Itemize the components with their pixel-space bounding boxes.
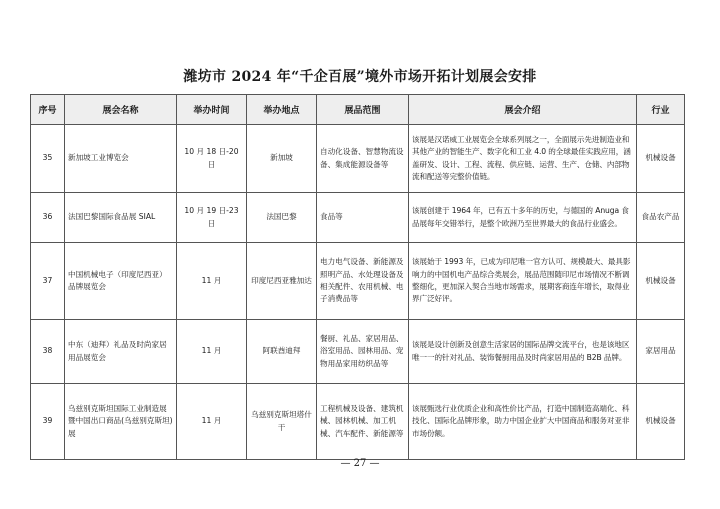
cell-name: 中东（迪拜）礼品及时尚家居用品展览会 [65, 320, 177, 384]
table-row [31, 243, 685, 320]
table-header-row [31, 95, 685, 125]
cell-scope: 电力电气设备、新能源及照明产品、水处理设备及相关配件、农用机械、电子消费品等 [317, 243, 409, 320]
cell-time: 11 月 [177, 243, 247, 320]
cell-intro: 该展是汉诺威工业展览会全球系列展之一，全面展示先进制造业和其他产业的智能生产、数字化和工业 4.0 的全球最佳实践应用，涵盖研发、设计、工程、流程、供应链、运营、生产、仓储、内部物流和配送等完整价值链。 [409, 125, 637, 193]
page-number: — 27 — [340, 458, 380, 469]
cell-place: 印度尼西亚雅加达 [247, 243, 317, 320]
cell-intro: 该展是设计创新及创意生活家居的国际品牌交流平台，也是该地区唯一一的针对礼品、装饰餐厨用品及时尚家居用品的 B2B 品牌。 [409, 320, 637, 384]
cell-industry: 机械设备 [637, 384, 685, 460]
table-row [31, 125, 685, 193]
table-row [31, 320, 685, 384]
table-row [31, 193, 685, 243]
cell-industry: 机械设备 [637, 125, 685, 193]
cell-industry: 食品农产品 [637, 193, 685, 243]
cell-place: 阿联酋迪拜 [247, 320, 317, 384]
cell-scope: 餐厨、礼品、家居用品、浴室用品、园林用品、宠物用品家用纺织品等 [317, 320, 409, 384]
col-header-intro: 展会介绍 [409, 95, 637, 125]
exhibition-schedule-table [30, 94, 685, 460]
table-row [31, 384, 685, 460]
cell-industry: 机械设备 [637, 243, 685, 320]
cell-time: 10 月 18 日-20 日 [177, 125, 247, 193]
col-header-name: 展会名称 [65, 95, 177, 125]
cell-scope: 食品等 [317, 193, 409, 243]
col-header-industry: 行业 [637, 95, 685, 125]
page-title: 潍坊市 2024 年“千企百展”境外市场开拓计划展会安排 [183, 69, 537, 85]
cell-time: 10 月 19 日-23 日 [177, 193, 247, 243]
col-header-place: 举办地点 [247, 95, 317, 125]
cell-name: 法国巴黎国际食品展 SIAL [65, 193, 177, 243]
cell-scope: 工程机械及设备、建筑机械、园林机械、加工机械、汽车配件、新能源等 [317, 384, 409, 460]
cell-name: 新加坡工业博览会 [65, 125, 177, 193]
cell-number: 38 [31, 320, 65, 384]
cell-name: 中国机械电子（印度尼西亚）品牌展览会 [65, 243, 177, 320]
cell-industry: 家居用品 [637, 320, 685, 384]
col-header-time: 举办时间 [177, 95, 247, 125]
cell-number: 37 [31, 243, 65, 320]
col-header-scope: 展品范围 [317, 95, 409, 125]
cell-number: 35 [31, 125, 65, 193]
cell-intro: 该展甄选行业优质企业和高性价比产品，打造中国制造高端化、科技化、国际化品牌形象，助力中国企业扩大中国商品和服务对亚非市场份额。 [409, 384, 637, 460]
cell-number: 39 [31, 384, 65, 460]
cell-intro: 该展始于 1993 年，已成为印尼唯一官方认可、规模最大、最具影响力的中国机电产品综合类展会，展品范围随印尼市场情况不断调整细化，更加深入契合当地市场需求，展期客商连年增长，取得业界广泛好评。 [409, 243, 637, 320]
cell-place: 乌兹别克斯坦塔什干 [247, 384, 317, 460]
cell-place: 法国巴黎 [247, 193, 317, 243]
cell-name: 乌兹别克斯坦国际工业制造展暨中国出口商品(乌兹别克斯坦)展 [65, 384, 177, 460]
cell-intro: 该展创建于 1964 年，已有五十多年的历史，与德国的 Anuga 食品展每年交错举行，是整个欧洲乃至世界最大的食品行业盛会。 [409, 193, 637, 243]
cell-time: 11 月 [177, 384, 247, 460]
cell-place: 新加坡 [247, 125, 317, 193]
cell-time: 11 月 [177, 320, 247, 384]
col-header-number: 序号 [31, 95, 65, 125]
cell-scope: 自动化设备、智慧物流设备、集成能源设备等 [317, 125, 409, 193]
cell-number: 36 [31, 193, 65, 243]
